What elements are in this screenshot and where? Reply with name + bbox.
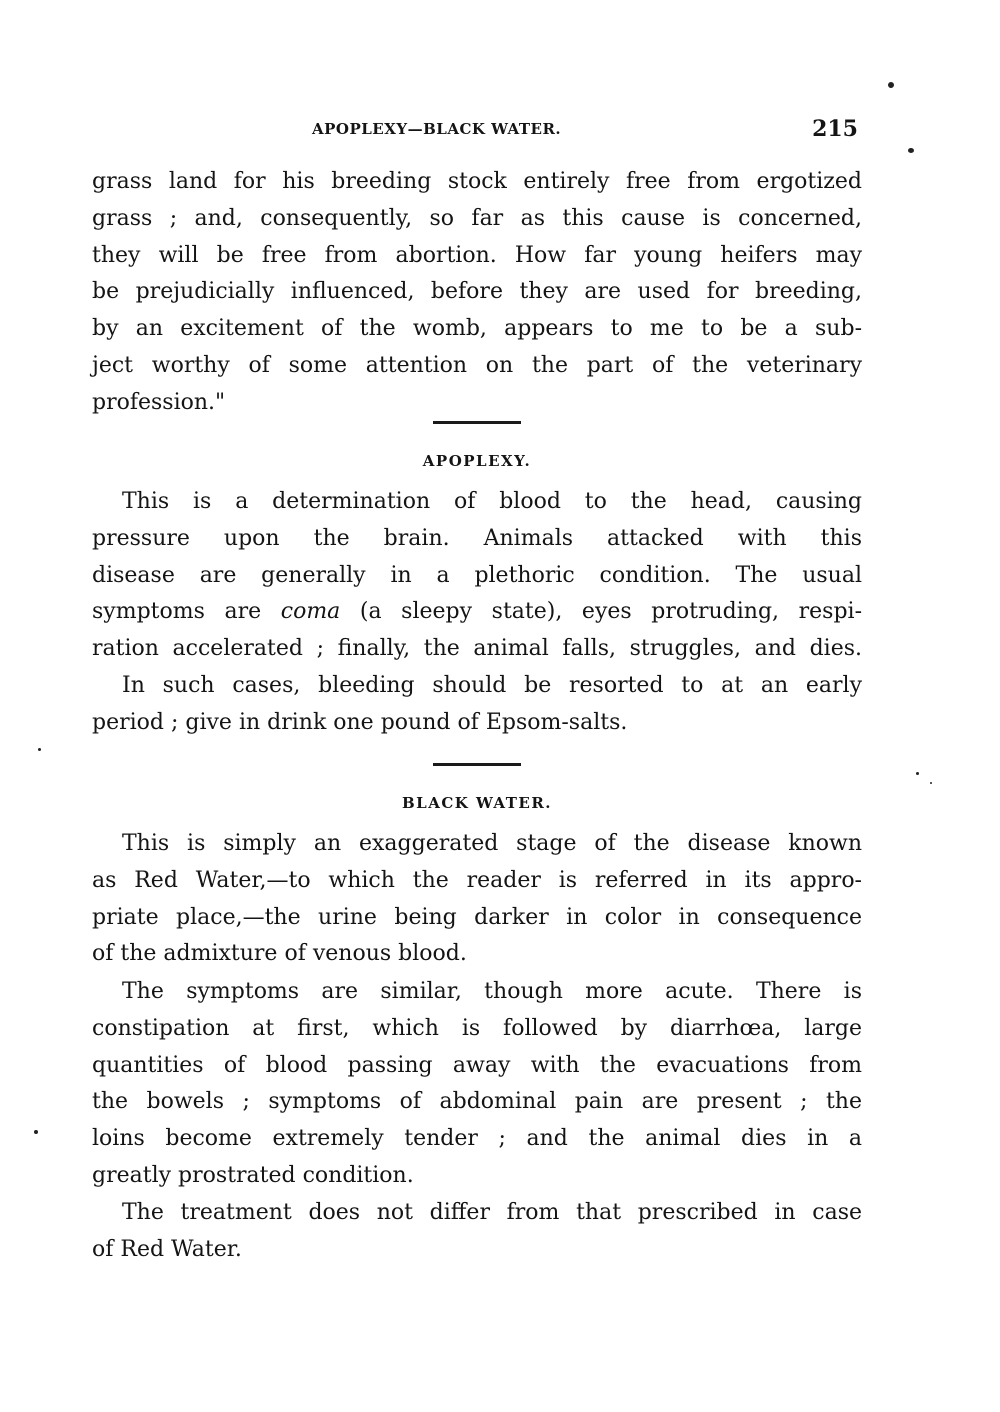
scan-speck: [34, 1130, 38, 1134]
text-line: [92, 594, 862, 631]
text-fragment: (a sleepy state), eyes protruding, respi-: [340, 599, 862, 625]
text-line: by an excitement of the womb, appears to me to be a sub-: [92, 316, 862, 342]
black-water-paragraph-2: [92, 974, 862, 1195]
text-line: as Red Water,—to which the reader is referred in its appro-: [92, 867, 862, 893]
text-line: This is simply an exaggerated stage of the disease known: [122, 831, 862, 856]
text-line: constipation at first, which is followed by diarrhœa, large: [92, 1015, 862, 1041]
black-water-paragraph-3: [92, 1195, 862, 1269]
text-line: of the admixture of venous blood.: [92, 941, 467, 967]
text-line: The treatment does not differ from that prescribed in case: [122, 1200, 862, 1225]
apoplexy-paragraph-1: [92, 484, 862, 668]
text-line: of Red Water.: [92, 1236, 242, 1262]
section-heading-black-water: BLACK WATER.: [401, 794, 553, 812]
intro-paragraph: [92, 164, 862, 422]
text-line: profession.": [92, 389, 226, 415]
text-line: priate place,—the urine being darker in color in consequence: [92, 904, 862, 930]
text-line: loins become extremely tender ; and the animal dies in a: [92, 1126, 862, 1152]
text-fragment: symptoms are: [92, 599, 281, 625]
black-water-paragraph-1: [92, 826, 862, 973]
scan-speck: [930, 782, 932, 784]
apoplexy-paragraph-2: [92, 668, 862, 742]
page-number: 215: [812, 116, 858, 142]
section-separator-rule: [433, 421, 521, 424]
text-line: ration accelerated ; finally, the animal falls, struggles, and dies.: [92, 636, 862, 662]
text-line: In such cases, bleeding should be resorted to at an early: [122, 673, 862, 698]
text-line: The symptoms are similar, though more acute. There is: [122, 979, 862, 1004]
text-line: grass ; and, consequently, so far as this cause is concerned,: [92, 205, 862, 231]
text-line: the bowels ; symptoms of abdominal pain are present ; the: [92, 1089, 862, 1115]
text-line: quantities of blood passing away with the evacuations from: [92, 1052, 862, 1078]
text-line: be prejudicially influenced, before they are used for breeding,: [92, 279, 862, 305]
running-title: APOPLEXY—BLACK WATER.: [312, 120, 562, 138]
text-line: This is a determination of blood to the head, causing: [122, 489, 862, 514]
text-line: period ; give in drink one pound of Epsom-salts.: [92, 709, 628, 735]
scan-speck: [916, 772, 919, 775]
text-line: greatly prostrated condition.: [92, 1162, 414, 1188]
text-line: pressure upon the brain. Animals attacked with this: [92, 525, 862, 551]
text-line: disease are generally in a plethoric condition. The usual: [92, 562, 862, 588]
scan-speck: [38, 748, 41, 751]
scan-speck: [908, 148, 914, 153]
text-line: ject worthy of some attention on the part of the veterinary: [92, 352, 862, 378]
scan-speck: [888, 82, 894, 88]
text-line: grass land for his breeding stock entirely free from ergotized: [92, 169, 862, 194]
running-header: [92, 116, 860, 146]
text-line: they will be free from abortion. How far young heifers may: [92, 242, 862, 268]
section-separator-rule: [433, 763, 521, 766]
italic-term: coma: [280, 599, 341, 625]
section-heading-apoplexy: APOPLEXY.: [422, 452, 532, 470]
